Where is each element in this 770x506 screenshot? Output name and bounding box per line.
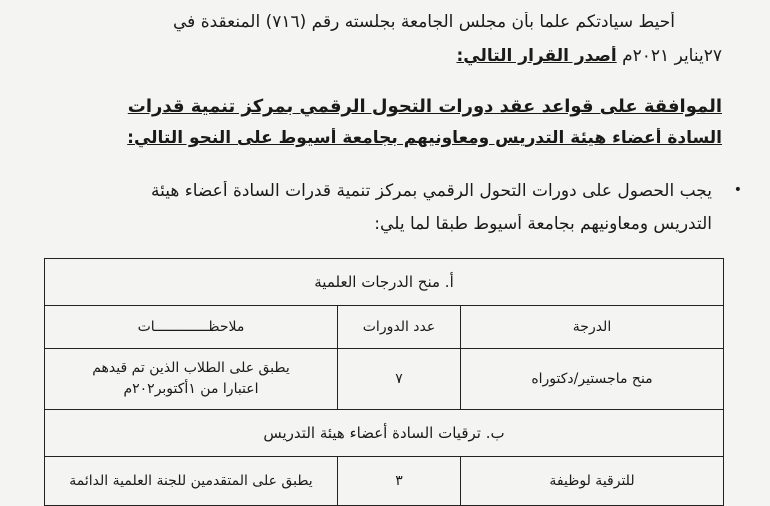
bullet-text-line-1: يجب الحصول على دورات التحول الرقمي بمركز تنمية قدرات السادة أعضاء هيئة [151,181,712,201]
intro-date: ٢٧يناير ٢٠٢١م [622,46,722,66]
courses-cell: ٣ [338,457,461,506]
courses-table [44,258,724,506]
degree-cell: منح ماجستير/دكتوراه [461,349,724,410]
bullet-text-line-2: التدريس ومعاونيهم بجامعة أسيوط طبقا لما يلي: [374,214,712,234]
decision-label: أصدر القرار التالي: [456,46,617,66]
bullet-icon: • [733,182,742,198]
courses-cell: ٧ [338,349,461,410]
header-courses: عدد الدورات [338,306,461,349]
table-section-row [45,259,724,306]
notes-cell: يطبق على المتقدمين للجنة العلمية الدائمة [45,457,338,506]
degree-cell: للترقية لوظيفة [461,457,724,506]
table-row [45,349,724,410]
section-b-title: ب. ترقيات السادة أعضاء هيئة التدريس [45,410,724,457]
header-notes: ملاحظـــــــــــــات [45,306,338,349]
notes-line-1: يطبق على الطلاب الذين تم قيدهم [92,360,290,376]
decision-heading-line-2: السادة أعضاء هيئة التدريس ومعاونيهم بجامعة أسيوط على النحو التالي: [127,128,722,148]
table-header-row [45,306,724,349]
table-row [45,457,724,506]
header-degree: الدرجة [461,306,724,349]
intro-line-2 [30,46,722,66]
table-section-row [45,410,724,457]
section-a-title: أ. منح الدرجات العلمية [45,259,724,306]
notes-cell [45,349,338,410]
notes-line-2: اعتبارا من ١أكتوبر٢٠٢م [123,381,259,397]
intro-line-1: أحيط سيادتكم علما بأن مجلس الجامعة بجلسته رقم (٧١٦) المنعقدة في [173,12,675,32]
decision-heading-line-1: الموافقة على قواعد عقد دورات التحول الرقمي بمركز تنمية قدرات [127,96,722,117]
